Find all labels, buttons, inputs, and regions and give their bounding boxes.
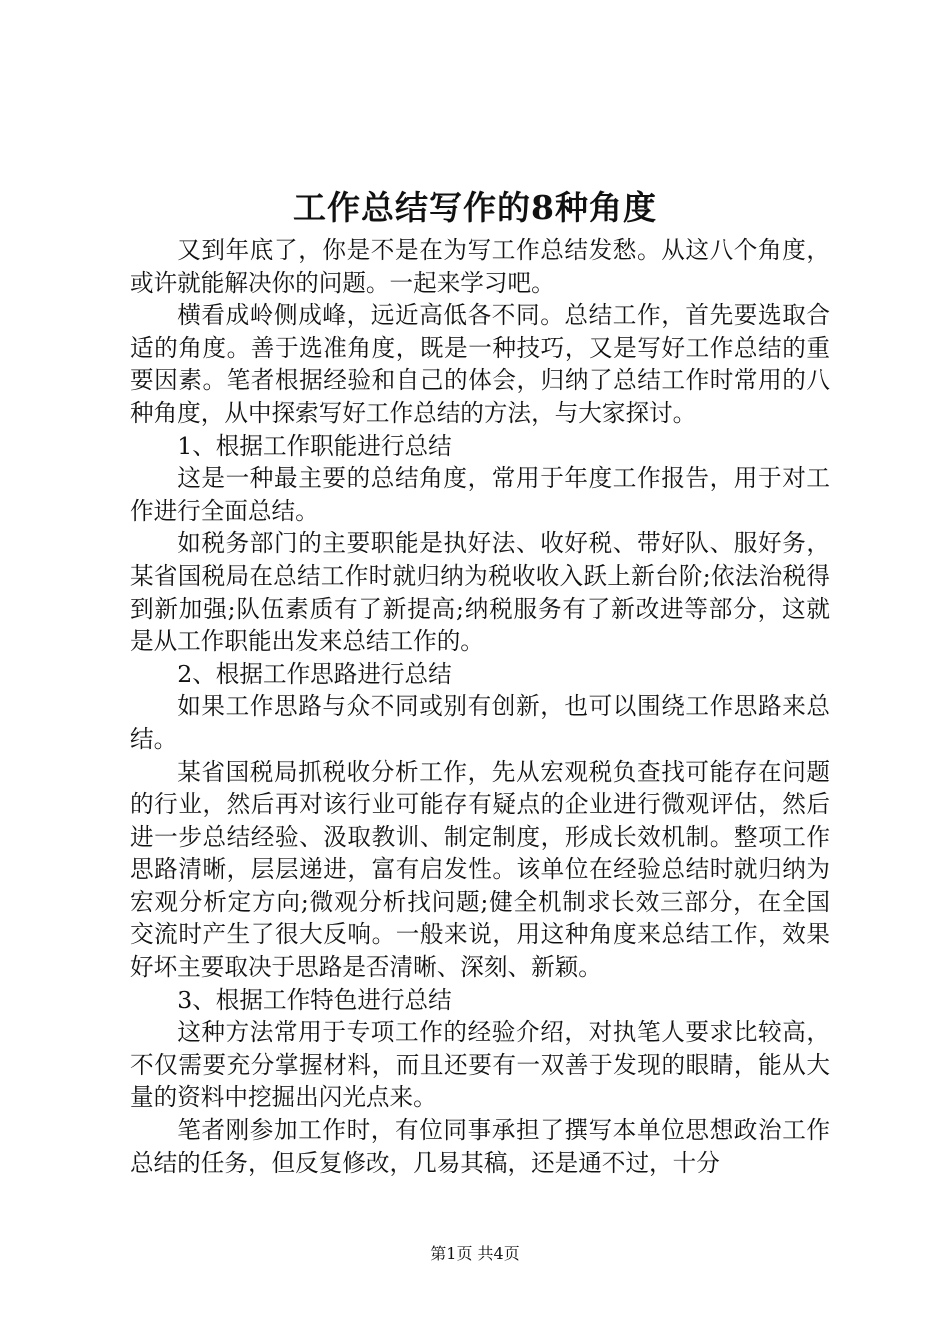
- document-body: [130, 234, 830, 1179]
- paragraph: 这是一种最主要的总结角度，常用于年度工作报告，用于对工作进行全面总结。: [130, 464, 830, 525]
- document-title: 工作总结写作的8种角度: [293, 188, 657, 227]
- page-number-footer: 第1页 共4页: [430, 1244, 520, 1263]
- section-heading: 3、根据工作特色进行总结: [177, 985, 452, 1014]
- paragraph: 笔者刚参加工作时，有位同事承担了撰写本单位思想政治工作总结的任务，但反复修改，几易其稿，还是通不过，十分: [130, 1116, 830, 1177]
- section-heading: 2、根据工作思路进行总结: [177, 659, 452, 688]
- paragraph: 又到年底了，你是不是在为写工作总结发愁。从这八个角度，或许就能解决你的问题。一起来学习吧。: [130, 236, 830, 297]
- paragraph: 如税务部门的主要职能是执好法、收好税、带好队、服好务，某省国税局在总结工作时就归纳为税收收入跃上新台阶;依法治税得到新加强;队伍素质有了新提高;纳税服务有了新改进等部分，这就是从工作职能出发来总结工作的。: [130, 529, 830, 656]
- section-heading: 1、根据工作职能进行总结: [177, 431, 452, 460]
- paragraph: 横看成岭侧成峰，远近高低各不同。总结工作，首先要选取合适的角度。善于选准角度，既是一种技巧，又是写好工作总结的重要因素。笔者根据经验和自己的体会，归纳了总结工作时常用的八种角度，从中探索写好工作总结的方法，与大家探讨。: [130, 301, 830, 427]
- paragraph: 某省国税局抓税收分析工作，先从宏观税负查找可能存在问题的行业，然后再对该行业可能存有疑点的企业进行微观评估，然后进一步总结经验、汲取教训、制定制度，形成长效机制。整项工作思路清晰，层层递进，富有启发性。该单位在经验总结时就归纳为宏观分析定方向;微观分析找问题;健全机制求长效三部分，在全国交流时产生了很大反响。一般来说，用这种角度来总结工作，效果好坏主要取决于思路是否清晰、深刻、新颖。: [130, 757, 830, 982]
- paragraph: 如果工作思路与众不同或别有创新，也可以围绕工作思路来总结。: [130, 692, 830, 753]
- paragraph: 这种方法常用于专项工作的经验介绍，对执笔人要求比较高，不仅需要充分掌握材料，而且还要有一双善于发现的眼睛，能从大量的资料中挖掘出闪光点来。: [130, 1018, 830, 1112]
